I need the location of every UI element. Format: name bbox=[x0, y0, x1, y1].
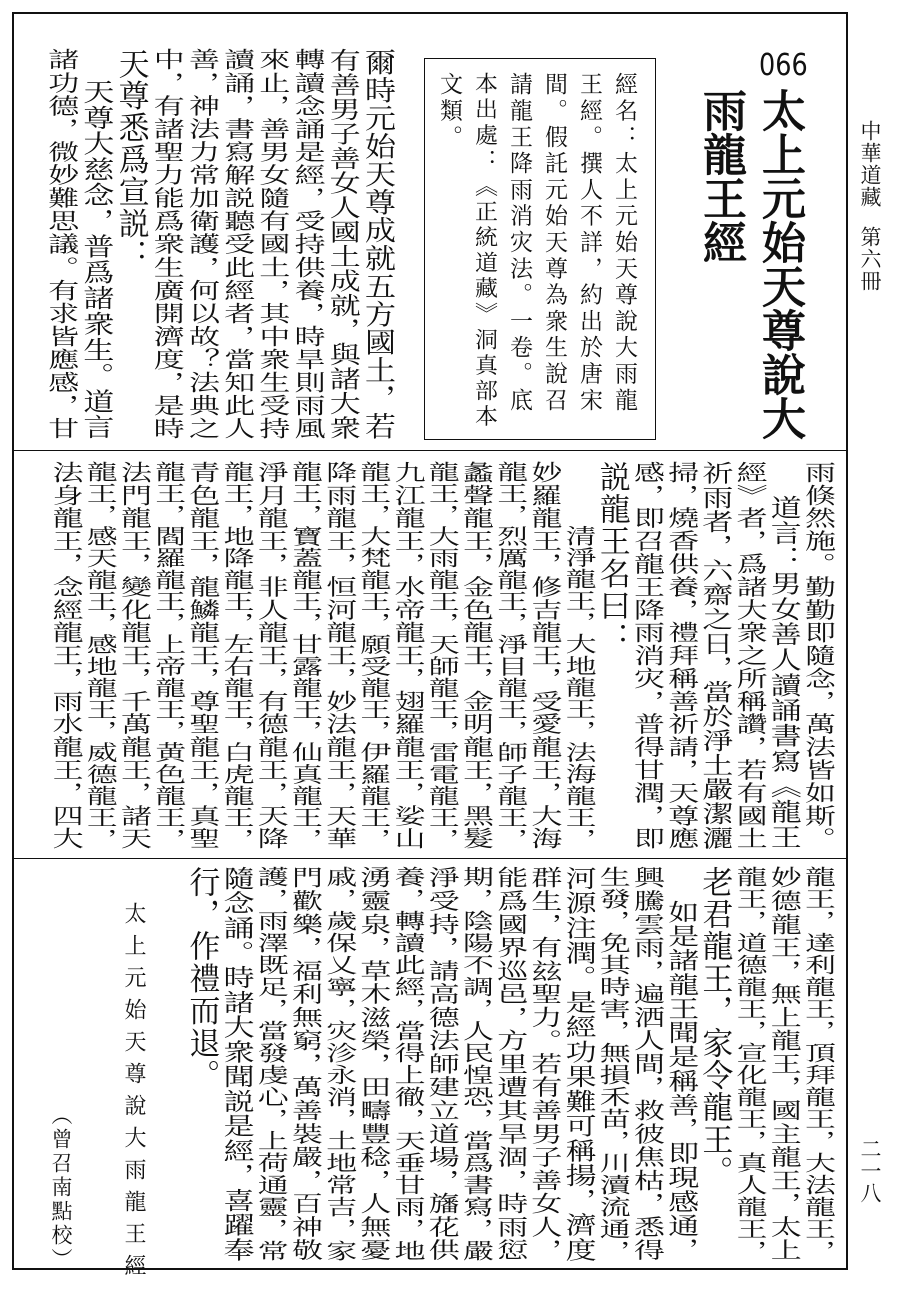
section-divider-upper bbox=[12, 450, 848, 451]
text-line: 行，作禮而退。 bbox=[183, 866, 220, 1092]
text-line: 老君龍王，家令龍王。 bbox=[696, 866, 733, 1188]
text-line: 群生，有玆聖力。若有善男子善女人， bbox=[525, 866, 562, 1262]
text-line: 天尊大慈念，普爲諸衆生。道言 bbox=[77, 79, 114, 440]
text-line: 淨受持，請高德法師建立道場，旛花供 bbox=[422, 866, 459, 1262]
text-line: 雨倏然施。勤勤即隨念，萬法皆如斯。 bbox=[799, 461, 835, 851]
text-line: 龍王，大雨龍王，天師龍王，雷電龍王， bbox=[422, 461, 459, 850]
text-line: 生發，免其時害，無損禾苗，川瀆流通， bbox=[593, 866, 630, 1262]
note-line: 本出處：《正統道藏》洞真部本 bbox=[471, 72, 497, 430]
text-line: 爾時元始天尊成就五方國土，若 bbox=[359, 48, 395, 441]
note-line: 經名：太上元始天尊說大雨龍 bbox=[611, 72, 637, 414]
text-line: 蠡聲龍王，金色龍王，金明龍王，黑髮 bbox=[457, 461, 493, 851]
text-line: 河源注潤。是經功果難可稱揚，濟度 bbox=[559, 866, 596, 1263]
text-line: 法身龍王，念經龍王，雨水龍王，四大 bbox=[46, 461, 83, 851]
text-line: 如是諸龍王聞是稱善，即現感通， bbox=[662, 900, 699, 1262]
text-line: 青色龍王，龍鱗龍王，尊聖龍王，真聖 bbox=[183, 461, 220, 851]
text-line: 養，轉讀此經，當得上徹，天垂甘雨，地 bbox=[388, 866, 425, 1262]
text-line: 龍王，閻羅龍王，上帝龍王，黄色龍王， bbox=[149, 461, 186, 850]
text-line: 龍王，寶蓋龍王，甘露龍王，仙真龍王， bbox=[286, 461, 322, 850]
text-line: 龍王，大梵龍王，願受龍王，伊羅龍王， bbox=[354, 461, 391, 850]
text-line: 轉讀念誦是經，受持供養，時旱則雨風 bbox=[288, 48, 325, 441]
text-line: 龍王，達利龍王，頂拜龍王，大法龍王， bbox=[799, 866, 835, 1262]
text-line: 期，陰陽不調，人民惶恐，當爲書寫，嚴 bbox=[457, 866, 493, 1262]
note-line: 文類。 bbox=[436, 72, 462, 151]
text-line: 龍王，感天龍王，感地龍王，威德龍王， bbox=[80, 461, 117, 850]
text-line: 祈雨者，六齋之日，當於淨土嚴潔灑 bbox=[696, 461, 733, 850]
scripture-title-line1: 太上元始天尊說大 bbox=[754, 88, 805, 440]
scripture-title-line2: 雨龍王經 bbox=[695, 88, 746, 264]
page-number: 二一八 bbox=[858, 1138, 882, 1204]
text-line: 説龍王名曰： bbox=[593, 461, 630, 655]
text-line: 妙羅龍王，修吉龍王，受愛龍王，大海 bbox=[525, 461, 562, 851]
text-line: 法門龍王，變化龍王，千萬龍王，諸天 bbox=[115, 461, 151, 851]
text-line: 門歡樂，福利無窮，萬善裝嚴，百神敬 bbox=[286, 866, 322, 1262]
text-line: 護，雨澤既足，當發虔心，上荷通靈，常 bbox=[251, 866, 288, 1262]
text-line: 九江龍王，水帝龍王，翅羅龍王，娑山 bbox=[388, 461, 425, 851]
text-line: 掃，燒香供養，禮拜稱善祈請，天尊應 bbox=[662, 461, 699, 851]
text-line: 淨月龍王，非人龍王，有德龍王，天降 bbox=[251, 461, 288, 851]
scripture-number: 066 bbox=[759, 48, 808, 83]
text-line: 清淨龍王，大地龍王，法海龍王， bbox=[559, 525, 596, 851]
note-line: 請龍王降雨消灾法。一卷。底 bbox=[506, 72, 532, 414]
text-line: 能爲國界巡邑，方里遭其旱涸，時雨愆 bbox=[491, 866, 528, 1262]
closing-title: 太上元始天尊說大雨龍王經 bbox=[121, 902, 146, 1286]
text-line: 善，神法力常加衛護，何以故？法典之 bbox=[183, 48, 219, 441]
text-line: 龍王，地降龍王，左右龍王，白虎龍王， bbox=[217, 461, 254, 850]
text-line: 來止，善男女隨有國土，其中衆生受持 bbox=[253, 48, 290, 441]
text-line: 降雨龍王，恒河龍王，妙法龍王，天華 bbox=[320, 461, 357, 851]
volume-label: 第六冊 bbox=[858, 226, 882, 292]
text-line: 中，有諸聖力能爲衆生廣開濟度，是時 bbox=[147, 48, 184, 441]
text-line: 讀誦，書寫解説聽受此經者，當知此人 bbox=[218, 48, 255, 441]
text-line: 有善男子善女人國土成就，與諸大衆 bbox=[323, 48, 360, 440]
text-line: 經》者，爲諸大衆之所稱讚，若有國土 bbox=[730, 461, 767, 851]
text-line: 龍王，烈厲龍王，淨目龍王，師子龍王， bbox=[491, 461, 528, 850]
text-line: 道言：男女善人讀誦書寫《龍王 bbox=[764, 495, 801, 850]
note-line: 王經。撰人不詳，約出於唐宋 bbox=[576, 72, 602, 414]
text-line: 天尊悉爲宣説： bbox=[112, 48, 149, 272]
text-line: 興騰雲雨，遍洒人間，救彼焦枯，悉得 bbox=[628, 866, 664, 1262]
text-line: 諸功德，微妙難思議。有求皆應感，甘 bbox=[42, 48, 79, 441]
section-divider-lower bbox=[12, 858, 848, 859]
collator-note: （曾召南點校） bbox=[49, 1104, 73, 1272]
text-line: 感，即召龍王降雨消灾，普得甘潤，即 bbox=[628, 461, 664, 851]
text-line: 隨念誦。時諸大衆聞説是經，喜躍奉 bbox=[217, 866, 254, 1263]
text-line: 湧靈泉，草木滋榮，田疇豐稔，人無憂 bbox=[354, 866, 391, 1262]
text-line: 戚，歲保乂寧，灾沴永消，土地常吉，家 bbox=[320, 866, 357, 1262]
book-title: 中華道藏 bbox=[858, 120, 882, 208]
text-line: 妙德龍王，無上龍王，國主龍王，太上 bbox=[764, 866, 801, 1262]
note-line: 間。假託元始天尊為衆生說召 bbox=[541, 72, 567, 414]
text-line: 龍王，道德龍王，宣化龍王，真人龍王， bbox=[730, 866, 767, 1262]
